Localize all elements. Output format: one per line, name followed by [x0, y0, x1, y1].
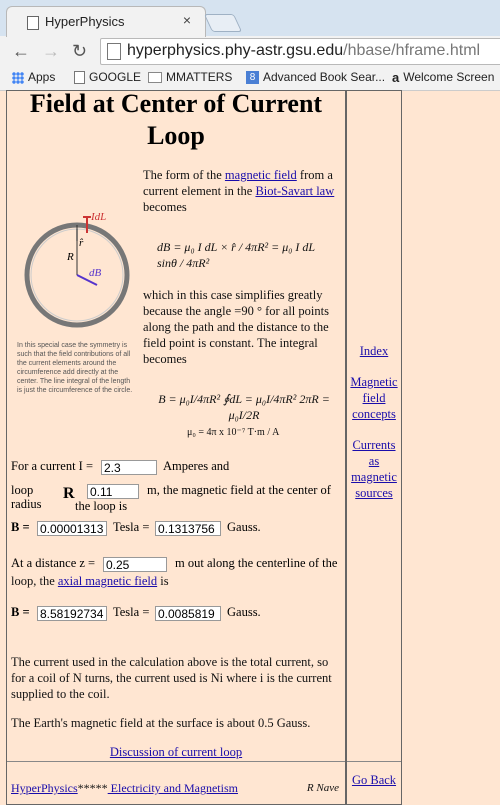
bookmark-label: GOOGLE	[89, 70, 142, 84]
b2-tesla-output[interactable]: 8.58192734	[37, 606, 107, 621]
bookmark-label: MMATTERS	[166, 70, 233, 84]
content-frame	[6, 90, 346, 805]
forward-icon[interactable]: →	[42, 41, 60, 61]
nav-bar	[0, 36, 500, 66]
url-path: /hbase/hframe.html	[343, 42, 481, 59]
current-loop-diagram	[7, 209, 147, 339]
b-label: B =	[11, 520, 30, 534]
intro-paragraph	[143, 167, 343, 215]
footer	[11, 780, 341, 796]
discussion-wrapper	[7, 744, 345, 760]
footer-stars: *****	[77, 781, 108, 795]
intro-text: from a current element in the	[143, 168, 333, 198]
radius-symbol: R	[63, 485, 75, 502]
axial-text: loop, the	[11, 574, 58, 588]
gauss-label: Gauss.	[227, 520, 261, 534]
diagram-label-rhat: r̂	[79, 237, 84, 249]
bookmark-google[interactable]	[74, 70, 141, 84]
intro-text: The form of the	[143, 168, 225, 182]
footer-divider	[7, 761, 345, 762]
currents-magnetic-sources-link[interactable]: Currents as magnetic sources	[351, 438, 397, 500]
axial-text: is	[157, 574, 169, 588]
bookmark-label: Advanced Book Sear...	[263, 70, 386, 84]
total-current-note: The current used in the calculation above is the total current, so for a coil of N turns, the current used is Ni where i is the current supplied to the coil.	[11, 655, 332, 701]
folder-icon	[148, 72, 162, 83]
bookmark-label: Welcome Screen	[403, 70, 495, 84]
distance-input[interactable]: 0.25	[103, 557, 167, 572]
bookmark-welcome[interactable]	[392, 70, 494, 85]
diagram-caption: In this special case the symmetry is such that the field contributions of all the current elements around the circumference add directly at the center. The line integral of the length is just the circumference of the circle.	[17, 342, 133, 394]
close-tab-icon[interactable]: ×	[182, 12, 191, 28]
distance-label: At a distance z =	[11, 556, 96, 570]
page-icon	[74, 71, 85, 84]
mu0-constant: μ₀ = 4π x 10⁻⁷ T·m / A	[187, 427, 280, 438]
intro-text: becomes	[143, 200, 187, 214]
url-text	[127, 42, 480, 60]
tab-title: HyperPhysics	[45, 14, 125, 29]
browser-tab[interactable]	[6, 6, 206, 37]
current-label: For a current I =	[11, 459, 94, 473]
electricity-magnetism-link[interactable]: Electricity and Magnetism	[107, 781, 238, 795]
tab-bar	[0, 0, 500, 36]
google-8-icon: 8	[246, 71, 259, 84]
axial-field-text	[11, 573, 341, 589]
bookmark-apps[interactable]	[12, 70, 55, 84]
author-signature: R Nave	[306, 782, 339, 794]
biot-savart-formula: dB = μ₀ I dL × r̂ / 4πR² = μ₀ I dL sinθ / 4πR²	[157, 240, 315, 270]
radius-text: m, the magnetic field at the center of	[147, 483, 331, 497]
go-back-link[interactable]: Go Back	[351, 773, 397, 787]
hyperphysics-home-link[interactable]: HyperPhysics	[11, 781, 78, 795]
earth-field-note: The Earth's magnetic field at the surface is about 0.5 Gauss.	[11, 716, 311, 730]
side-nav-frame	[346, 90, 402, 805]
b2-gauss-output[interactable]: 0.0085819	[155, 606, 221, 621]
reload-icon[interactable]: ↻	[72, 41, 88, 61]
bookmark-mmatters[interactable]	[148, 70, 232, 84]
browser-chrome	[0, 0, 500, 90]
loop-is-text: the loop is	[75, 499, 128, 513]
gauss-label: Gauss.	[227, 605, 261, 619]
amazon-icon: a	[392, 70, 400, 86]
tesla-label: Tesla =	[113, 520, 150, 534]
apps-grid-icon	[12, 72, 24, 84]
biot-savart-link[interactable]: Biot-Savart law	[255, 184, 335, 198]
bookmark-advanced-book[interactable]	[246, 70, 385, 84]
simplify-paragraph: which in this case simplifies greatly because the angle =90 ° for all points along the path and the distance to the field point is constant. The integral becomes	[143, 288, 329, 366]
address-bar[interactable]	[100, 38, 500, 65]
page-info-icon[interactable]	[107, 43, 121, 60]
discussion-link[interactable]: Discussion of current loop	[109, 745, 243, 759]
page-title	[7, 90, 345, 152]
magnetic-field-link[interactable]: magnetic field	[224, 168, 297, 182]
axial-field-link[interactable]: axial magnetic field	[57, 574, 158, 588]
nav-divider	[347, 761, 401, 762]
radius-input[interactable]: 0.11	[87, 484, 139, 499]
b-tesla-output[interactable]: 0.00001313	[37, 521, 107, 536]
diagram-label-r: R	[67, 251, 74, 263]
bookmark-label: Apps	[28, 70, 56, 84]
index-link[interactable]: Index	[359, 344, 389, 358]
current-input[interactable]: 2.3	[101, 460, 157, 475]
empty-frame	[402, 90, 500, 805]
tesla-label: Tesla =	[113, 605, 150, 619]
new-tab-button[interactable]	[204, 14, 242, 32]
b-gauss-output[interactable]: 0.1313756	[155, 521, 221, 536]
current-unit: Amperes and	[163, 459, 230, 473]
distance-text: m out along the centerline of the	[175, 556, 338, 570]
magnetic-field-concepts-link[interactable]: Magnetic field concepts	[350, 375, 398, 421]
diagram-label-idl: IdL	[91, 211, 107, 223]
bookmarks-bar	[0, 66, 500, 91]
back-icon[interactable]: ←	[12, 41, 30, 61]
url-host: hyperphysics.phy-astr.gsu.edu	[127, 42, 344, 59]
integral-formula: B = μ₀I/4πR² ∮dL = μ₀I/4πR² 2πR = μ₀I/2R	[158, 392, 330, 422]
page-title-line2: Loop	[147, 121, 205, 150]
b-label: B =	[11, 605, 30, 619]
page-icon	[27, 16, 39, 30]
loop-radius-label: loop radius	[11, 483, 42, 511]
page-title-line1: Field at Center of Current	[29, 90, 323, 118]
diagram-label-db: dB	[89, 267, 102, 279]
